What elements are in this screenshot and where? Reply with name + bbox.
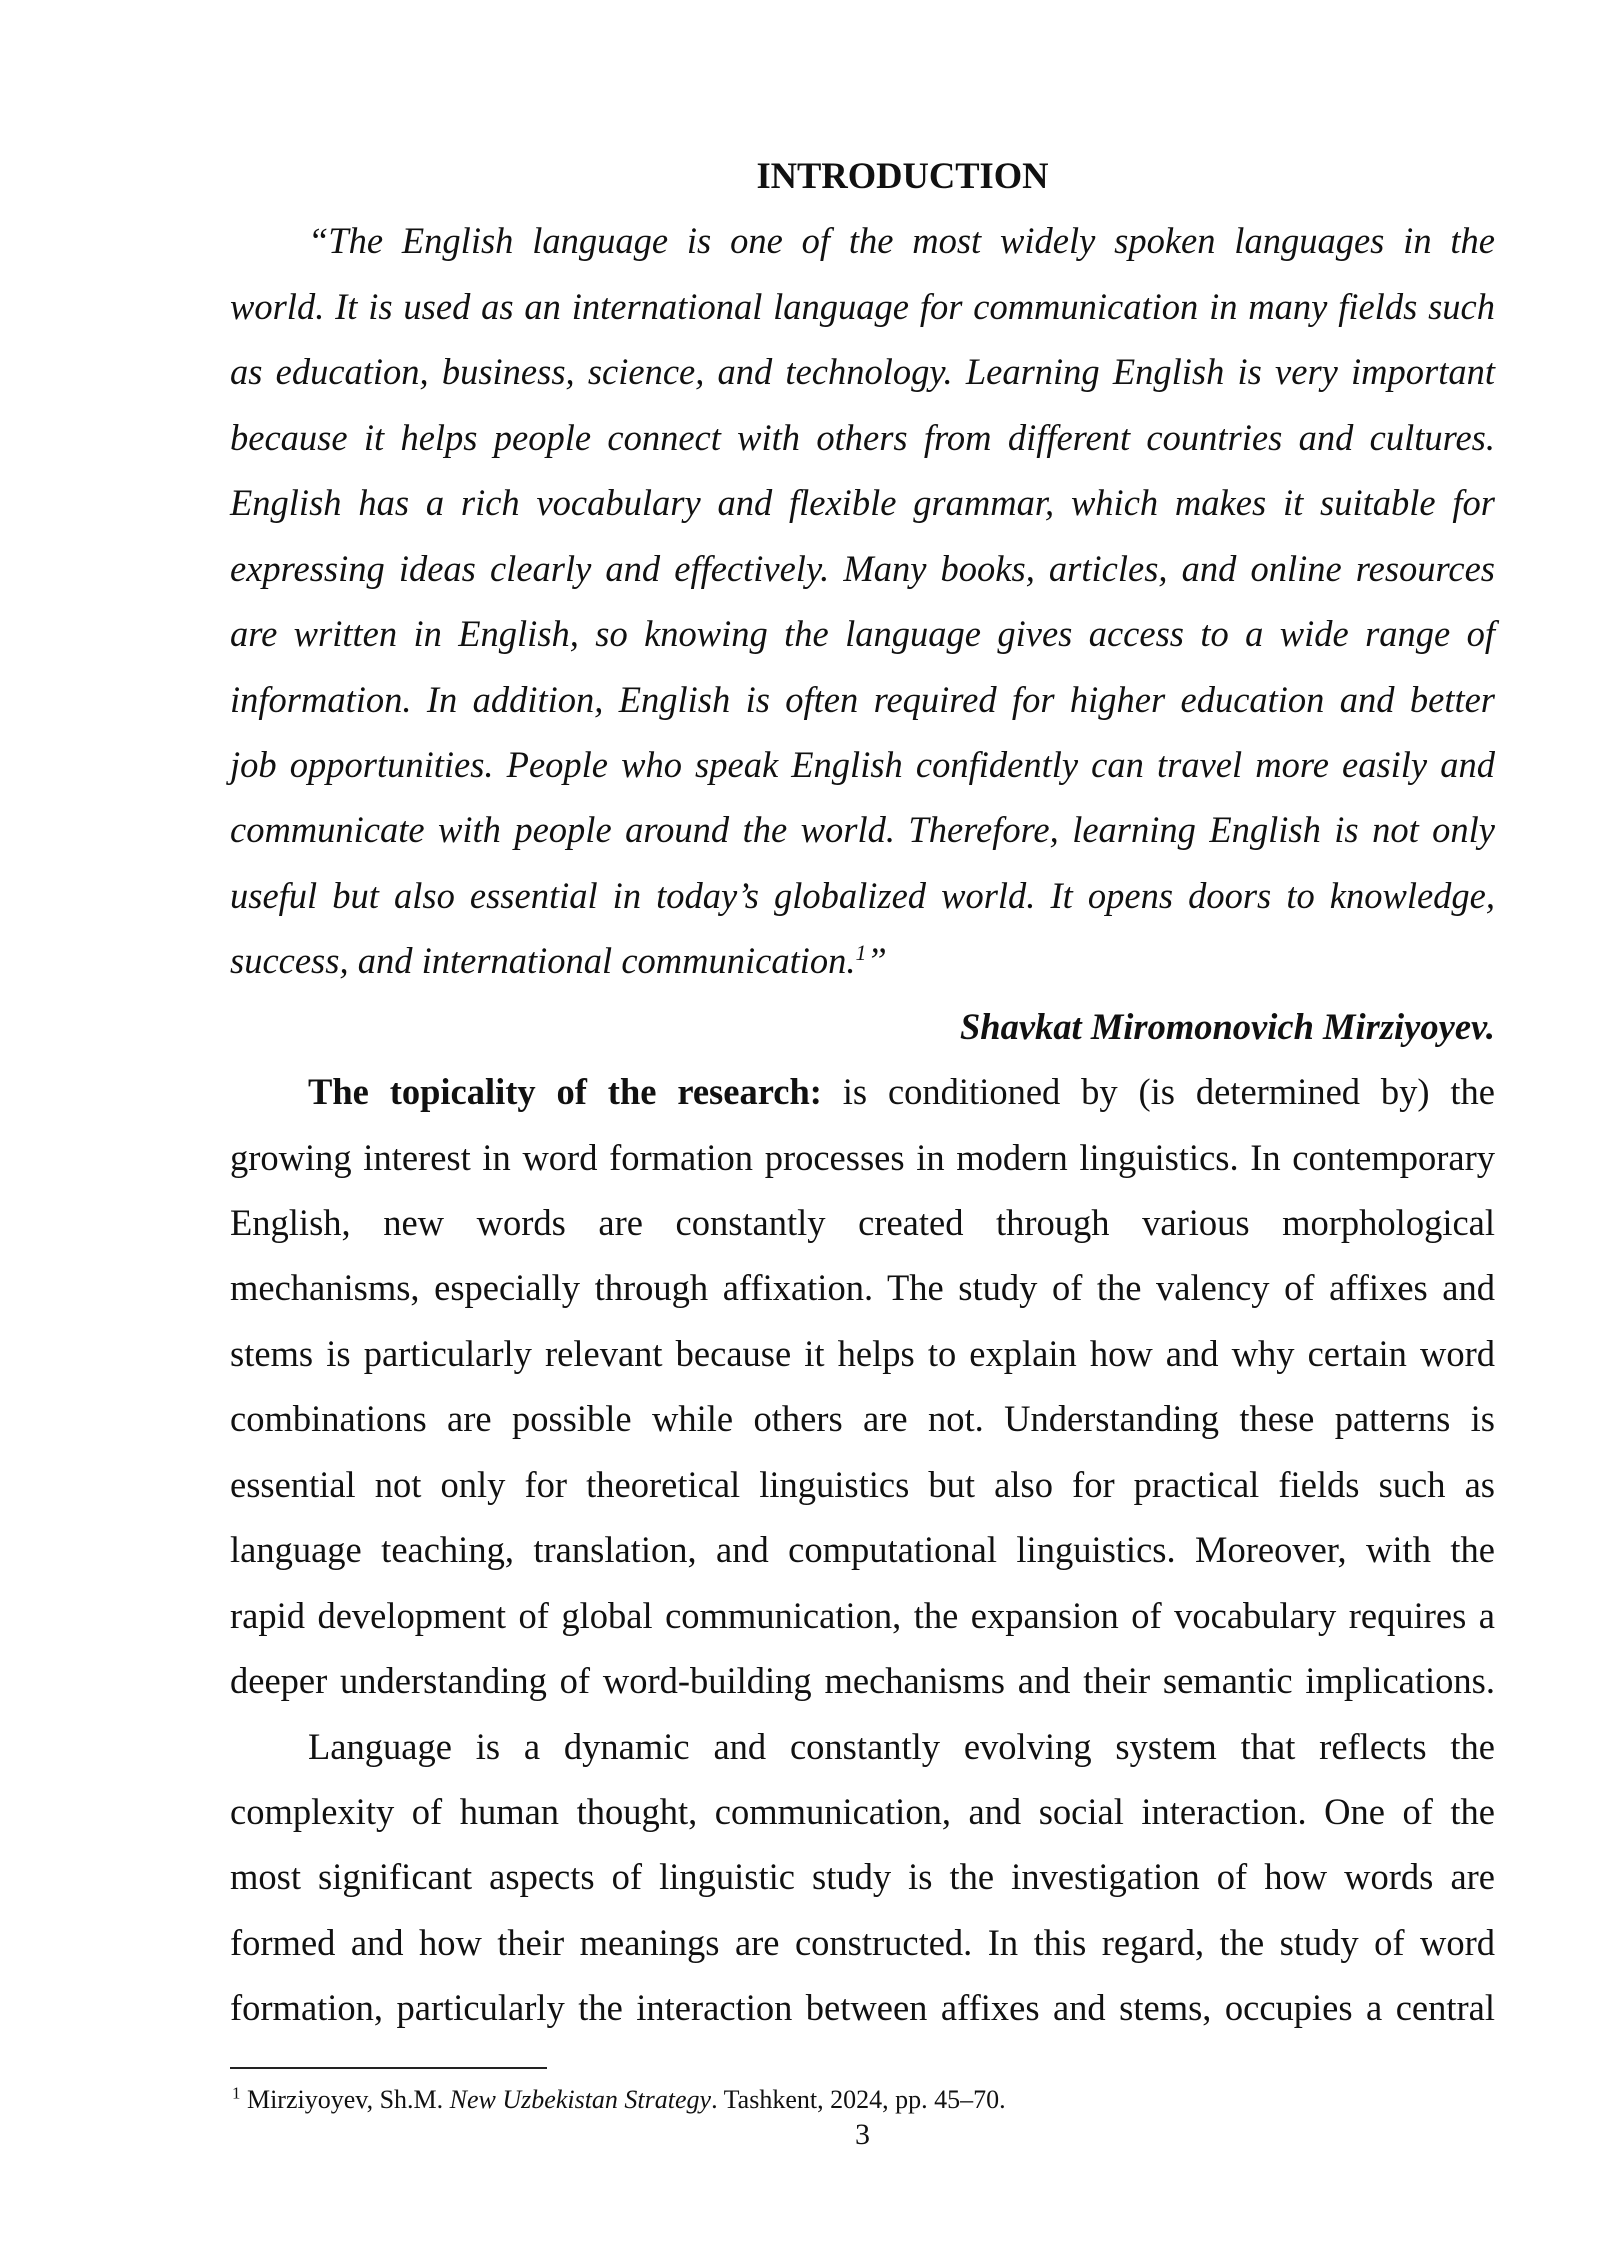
footnote-separator [230,2067,547,2069]
topicality-paragraph [230,1059,1495,1713]
text-line: deeper understanding of word-building mechanisms and their semantic implications. [230,1660,1495,1702]
quote-author: Shavkat Miromonovich Mirziyoyev. [960,1005,1495,1047]
body-paragraph [230,1714,1495,2041]
footnote-reference: 1 [855,940,867,966]
text-line: expressing ideas clearly and effectively. Many books, articles, and online resources [230,547,1495,589]
text-line: combinations are possible while others are not. Understanding these patterns is [230,1398,1495,1440]
text-line: information. In addition, English is often required for higher education and better [230,678,1495,720]
text-line: “The English language is one of the most widely spoken languages in the [308,220,1495,262]
footnote-author: Mirziyoyev, Sh.M. [246,2085,444,2114]
epigraph-quote [230,208,1495,993]
closing-quote-mark: ” [866,940,887,982]
page-number: 3 [855,2118,870,2151]
text-line: mechanisms, especially through affixation. The study of the valency of affixes and [230,1267,1495,1309]
text-line: complexity of human thought, communication, and social interaction. One of the [230,1790,1495,1832]
text-line: English, new words are constantly created through various morphological [230,1202,1495,1243]
text-line: stems is particularly relevant because it helps to explain how and why certain word [230,1332,1495,1374]
footnote [232,2085,1006,2115]
text-line: Language is a dynamic and constantly evolving system that reflects the [308,1725,1495,1767]
page-body [230,143,1495,2041]
text-line: rapid development of global communication, the expansion of vocabulary requires a [230,1594,1495,1636]
text-line: because it helps people connect with others from different countries and cultures. [230,416,1495,458]
text-line: world. It is used as an international language for communication in many fields such [230,285,1495,327]
text-line: language teaching, translation, and computational linguistics. Moreover, with the [230,1529,1495,1571]
text-line: job opportunities. People who speak English confidently can travel more easily and [230,743,1495,785]
topicality-first-line-text: is conditioned by (is determined by) the [821,1071,1495,1113]
topicality-label: The topicality of the research: [308,1071,822,1113]
text-line: growing interest in word formation processes in modern linguistics. In contemporary [230,1136,1495,1178]
text-line: communicate with people around the world. Therefore, learning English is not only [230,809,1495,851]
section-heading: INTRODUCTION [756,155,1049,196]
footnote-number: 1 [232,2083,241,2103]
text-line: as education, business, science, and technology. Learning English is very important [230,351,1495,393]
text-line: formation, particularly the interaction between affixes and stems, occupies a central [230,1987,1495,2029]
footnote-details: . Tashkent, 2024, pp. 45–70. [711,2085,1006,2114]
text-line [230,928,1495,993]
text-line: useful but also essential in today’s globalized world. It opens doors to knowledge, [230,874,1495,916]
text-line: English has a rich vocabulary and flexible grammar, which makes it suitable for [230,482,1495,524]
text-line [230,1059,1495,1124]
text-line: essential not only for theoretical linguistics but also for practical fields such as [230,1463,1495,1505]
text-line: most significant aspects of linguistic study is the investigation of how words are [230,1856,1495,1898]
footnote-title: New Uzbekistan Strategy [449,2085,712,2114]
text-line: formed and how their meanings are constructed. In this regard, the study of word [230,1921,1495,1963]
text-line: are written in English, so knowing the language gives access to a wide range of [230,613,1495,655]
quote-last-text: success, and international communication. [230,940,856,982]
